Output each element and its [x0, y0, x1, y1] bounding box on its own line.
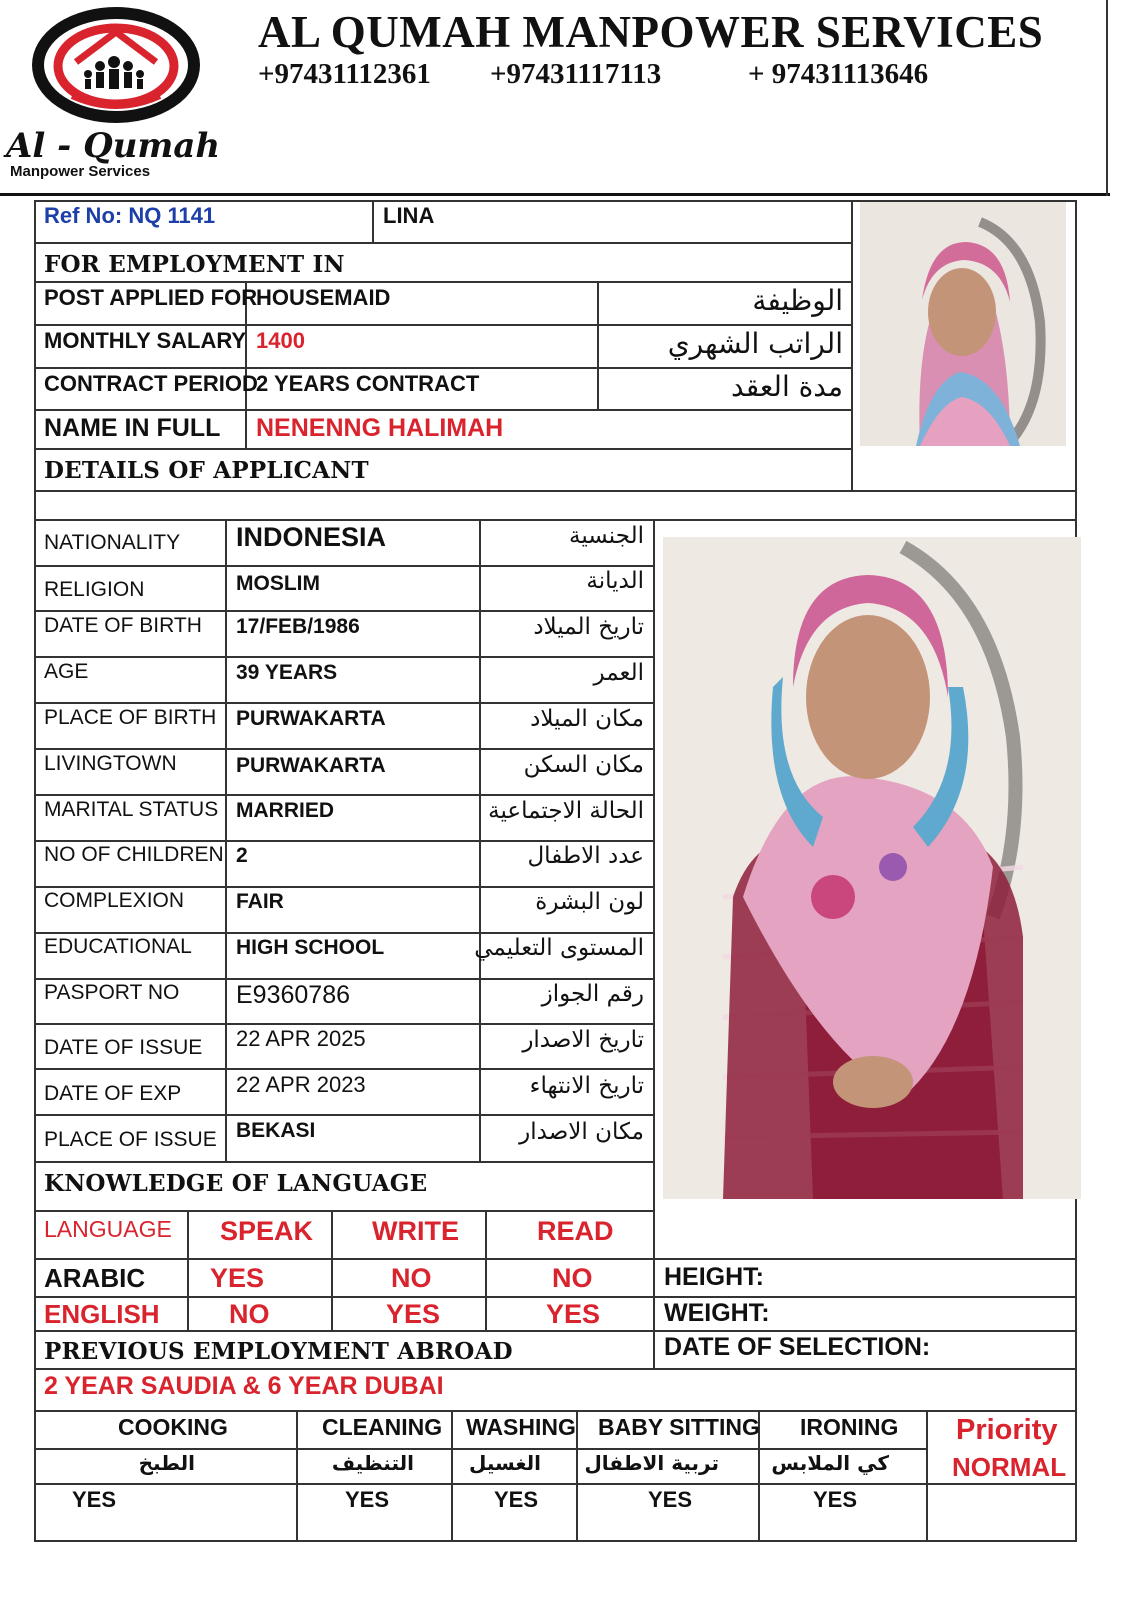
marital-value: MARRIED — [236, 799, 334, 822]
age-arabic: العمر — [593, 660, 644, 686]
marital-label: MARITAL STATUS — [44, 798, 219, 821]
lang-arabic-read: NO — [552, 1263, 593, 1293]
contract-label: CONTRACT PERIOD — [44, 371, 258, 396]
skill-washing-arabic: الغسيل — [468, 1451, 541, 1475]
salary-label: MONTHLY SALARY — [44, 328, 247, 353]
phone-3: + 97431113646 — [748, 58, 929, 90]
education-value: HIGH SCHOOL — [236, 936, 385, 959]
applicant-photo-small — [860, 202, 1066, 446]
religion-value: MOSLIM — [236, 572, 320, 595]
children-value: 2 — [236, 844, 248, 867]
company-logo — [0, 0, 240, 190]
pob-arabic: مكان الميلاد — [530, 706, 644, 732]
lang-arabic-speak: YES — [210, 1263, 265, 1293]
exp-date-label: DATE OF EXP — [44, 1082, 182, 1105]
dob-label: DATE OF BIRTH — [44, 614, 202, 637]
lang-english: ENGLISH — [44, 1299, 160, 1329]
lang-arabic: ARABIC — [44, 1263, 146, 1293]
name-label: NAME IN FULL — [44, 414, 221, 442]
skill-cleaning-arabic: التنظيف — [331, 1451, 414, 1475]
section-employment: FOR EMPLOYMENT IN — [44, 251, 345, 278]
nationality-arabic: الجنسية — [569, 523, 644, 549]
complexion-label: COMPLEXION — [44, 889, 185, 912]
salary-value: 1400 — [256, 328, 305, 353]
header-divider — [0, 193, 1110, 196]
section-details: DETAILS OF APPLICANT — [44, 457, 369, 484]
marital-arabic: الحالة الاجتماعية — [488, 798, 644, 824]
applicant-photo-large — [663, 537, 1081, 1199]
complexion-arabic: لون البشرة — [535, 889, 644, 915]
post-value: HOUSEMAID — [256, 285, 391, 310]
post-label: POST APPLIED FOR — [44, 285, 258, 310]
priority-label: Priority — [956, 1414, 1058, 1446]
phone-2: +97431117113 — [490, 58, 662, 90]
issue-place-arabic: مكان الاصدار — [519, 1119, 644, 1145]
lang-arabic-write: NO — [391, 1263, 432, 1293]
religion-arabic: الديانة — [586, 568, 644, 594]
skill-washing-value: YES — [494, 1487, 539, 1512]
skill-cooking-arabic: الطبخ — [138, 1451, 195, 1475]
section-previous-employment: PREVIOUS EMPLOYMENT ABROAD — [44, 1338, 513, 1365]
dob-value: 17/FEB/1986 — [236, 615, 360, 638]
lang-header-write: WRITE — [372, 1216, 459, 1246]
passport-value: E9360786 — [236, 981, 351, 1009]
pob-value: PURWAKARTA — [236, 707, 386, 730]
children-arabic: عدد الاطفال — [527, 843, 644, 869]
selection-date-label: DATE OF SELECTION: — [664, 1333, 931, 1361]
skill-ironing-value: YES — [813, 1487, 858, 1512]
livingtown-value: PURWAKARTA — [236, 754, 386, 777]
age-label: AGE — [44, 660, 89, 683]
lang-header-read: READ — [537, 1216, 614, 1246]
nationality-value: INDONESIA — [236, 522, 387, 552]
logo-subtitle: Manpower Services — [10, 163, 151, 180]
previous-employment-value: 2 YEAR SAUDIA & 6 YEAR DUBAI — [44, 1372, 444, 1400]
header-right-border — [1106, 0, 1108, 196]
issue-date-label: DATE OF ISSUE — [44, 1036, 203, 1059]
height-label: HEIGHT: — [664, 1263, 764, 1291]
education-label: EDUCATIONAL — [44, 935, 192, 958]
lang-english-write: YES — [386, 1299, 441, 1329]
logo-wordmark: Al - Qumah — [6, 126, 221, 166]
section-language: KNOWLEDGE OF LANGUAGE — [44, 1170, 428, 1197]
phone-1: +97431112361 — [258, 58, 431, 90]
livingtown-arabic: مكان السكن — [523, 752, 644, 778]
skill-cleaning-value: YES — [345, 1487, 390, 1512]
exp-date-value: 22 APR 2023 — [236, 1072, 366, 1097]
religion-label: RELIGION — [44, 578, 145, 601]
education-arabic: المستوى التعليمي — [474, 935, 644, 961]
priority-value: NORMAL — [952, 1452, 1067, 1482]
post-arabic: الوظيفة — [752, 284, 843, 317]
lang-header-language: LANGUAGE — [44, 1216, 172, 1242]
ref-number: Ref No: NQ 1141 — [44, 203, 216, 228]
salary-arabic: الراتب الشهري — [667, 327, 843, 360]
contract-arabic: مدة العقد — [731, 370, 843, 403]
lang-english-read: YES — [546, 1299, 601, 1329]
skill-ironing-label: IRONING — [800, 1414, 899, 1440]
weight-label: WEIGHT: — [664, 1299, 770, 1327]
house-family-logo-icon — [0, 0, 240, 140]
dob-arabic: تاريخ الميلاد — [533, 614, 644, 640]
skill-babysitting-value: YES — [648, 1487, 693, 1512]
nationality-label: NATIONALITY — [44, 531, 181, 554]
skill-cooking-label: COOKING — [118, 1414, 228, 1440]
skill-babysitting-label: BABY SITTING — [598, 1414, 760, 1440]
skill-babysitting-arabic: تربية الاطفال — [584, 1451, 719, 1475]
lang-english-speak: NO — [229, 1299, 270, 1329]
passport-label: PASPORT NO — [44, 981, 180, 1004]
skill-washing-label: WASHING — [466, 1414, 576, 1440]
issue-place-label: PLACE OF ISSUE — [44, 1128, 217, 1151]
issue-date-arabic: تاريخ الاصدار — [522, 1027, 644, 1053]
livingtown-label: LIVINGTOWN — [44, 752, 177, 775]
issue-date-value: 22 APR 2025 — [236, 1026, 366, 1051]
skill-ironing-arabic: كي الملابس — [771, 1451, 889, 1475]
pob-label: PLACE OF BIRTH — [44, 706, 217, 729]
name-value: NENENNG HALIMAH — [256, 414, 504, 442]
contract-value: 2 YEARS CONTRACT — [256, 371, 480, 396]
passport-arabic: رقم الجواز — [541, 981, 644, 1007]
age-value: 39 YEARS — [236, 661, 338, 684]
exp-date-arabic: تاريخ الانتهاء — [529, 1073, 644, 1099]
issue-place-value: BEKASI — [236, 1119, 316, 1142]
complexion-value: FAIR — [236, 890, 284, 913]
skill-cooking-value: YES — [72, 1487, 117, 1512]
company-title: AL QUMAH MANPOWER SERVICES — [258, 7, 1044, 57]
agent-name: LINA — [383, 203, 435, 228]
children-label: NO OF CHILDREN — [44, 843, 224, 866]
lang-header-speak: SPEAK — [220, 1216, 314, 1246]
skill-cleaning-label: CLEANING — [322, 1414, 443, 1440]
